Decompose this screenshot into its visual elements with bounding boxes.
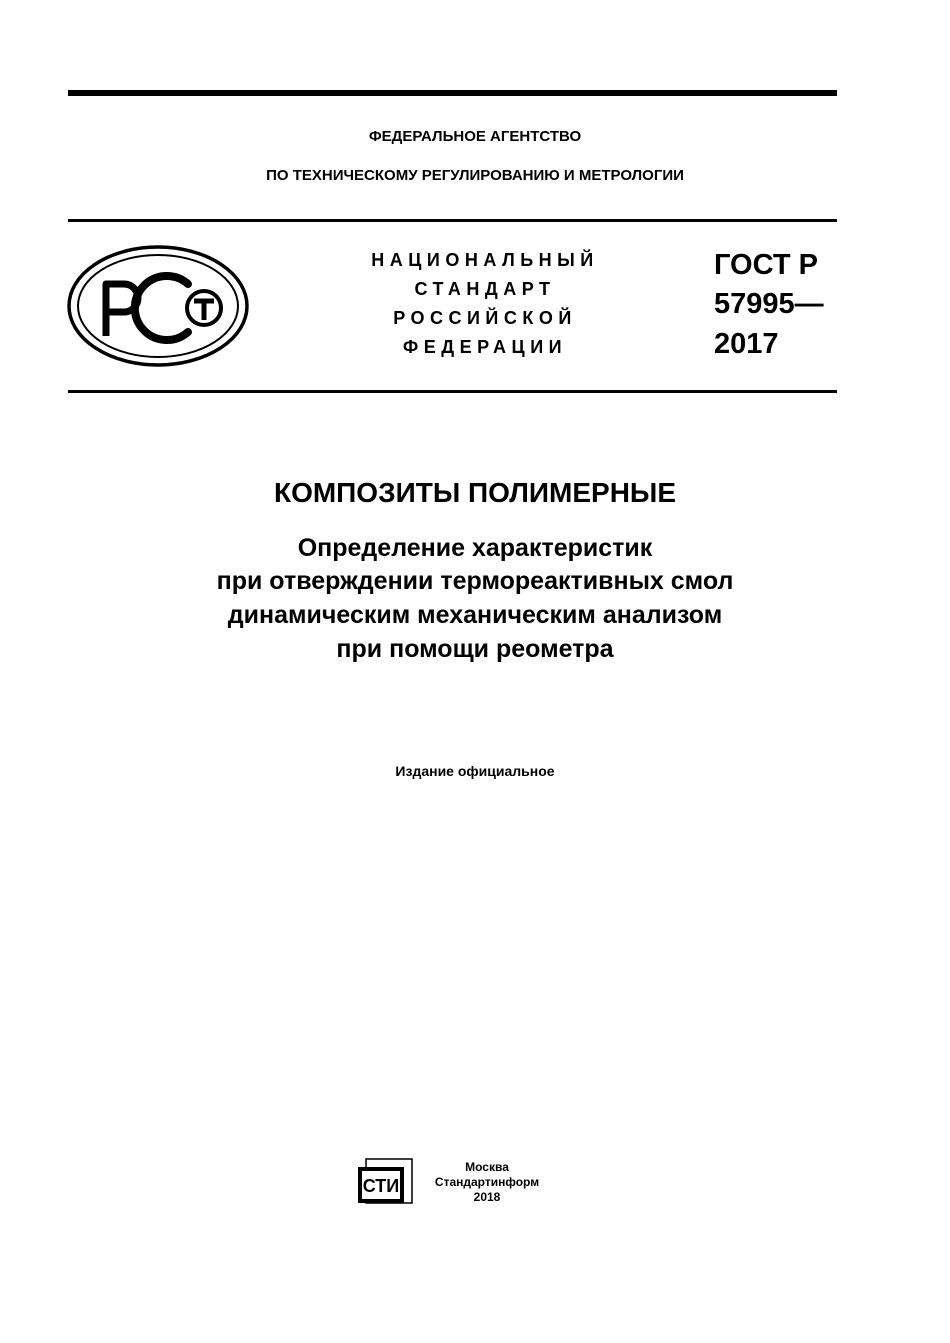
- rst-logo-icon: [66, 244, 250, 368]
- standard-block-rule: [68, 390, 837, 393]
- document-subtitle-line4: при помощи реометра: [336, 635, 614, 663]
- national-standard-line4: ФЕДЕРАЦИИ: [402, 337, 568, 357]
- national-standard-line1: НАЦИОНАЛЬНЫЙ: [371, 250, 599, 270]
- document-subtitle-line1: Определение характеристик: [297, 534, 653, 562]
- agency-name-line2: ПО ТЕХНИЧЕСКОМУ РЕГУЛИРОВАНИЮ И МЕТРОЛОГИИ: [266, 167, 684, 184]
- top-rule: [68, 90, 837, 96]
- gost-designation-line1: ГОСТ Р: [714, 249, 818, 281]
- national-standard-line2: СТАНДАРТ: [414, 279, 556, 299]
- gost-designation-line3: 2017: [714, 328, 779, 360]
- publisher-name: Стандартинформ: [434, 1175, 540, 1189]
- edition-label: Издание официальное: [395, 763, 555, 779]
- national-standard-line3: РОССИЙСКОЙ: [393, 308, 577, 328]
- publisher-city: Москва: [465, 1160, 509, 1174]
- agency-name-line1: ФЕДЕРАЛЬНОЕ АГЕНТСТВО: [368, 128, 582, 145]
- publisher-logo-text: СТИ: [362, 1176, 400, 1196]
- document-subtitle-line2: при отверждении термореактивных смол: [216, 567, 734, 595]
- document-subtitle-line3: динамическим механическим анализом: [227, 601, 723, 629]
- document-title: КОМПОЗИТЫ ПОЛИМЕРНЫЕ: [273, 477, 677, 508]
- standartinform-logo-icon: [357, 1158, 413, 1204]
- publisher-year: 2018: [473, 1190, 501, 1204]
- gost-designation-line2: 57995—: [714, 288, 824, 320]
- header-rule: [68, 219, 837, 222]
